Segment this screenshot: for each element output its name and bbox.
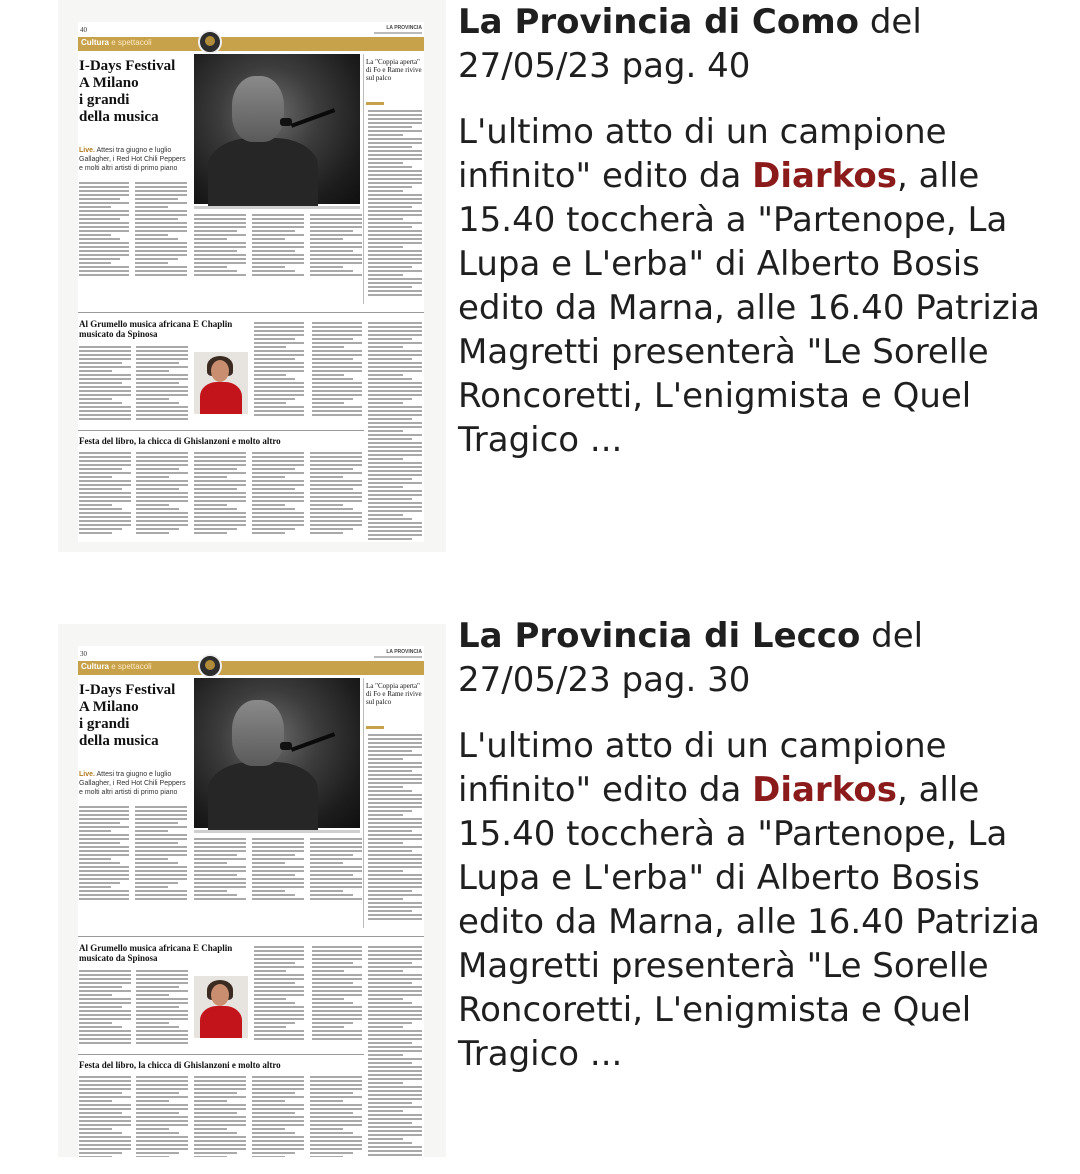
masthead-date-line [374,32,422,34]
concert-singer-photo [194,678,360,828]
article-body-column [79,1076,131,1157]
article-body-column [136,1076,188,1157]
source-line[interactable] [458,0,1058,88]
article-body-column [252,838,304,902]
sub-article-headline: Al Grumello musica africana E Chaplin musicato da Spinosa [79,319,233,339]
masthead-date-line [374,656,422,658]
newspaper-name: La Provincia di Lecco [458,616,861,656]
article-body-column [252,1076,304,1157]
article-body-column [79,452,131,536]
article-body-column [310,214,362,278]
entry-details [458,0,1058,462]
singer-portrait-photo [194,352,248,414]
date-page: del 27/05/23 pag. 30 [458,616,924,700]
article-body-column [136,452,188,536]
newspaper-page-thumbnail[interactable] [58,0,446,552]
newspaper-page [78,646,424,1157]
article-lead: Live. Attesi tra giugno e luglio Gallagher, i Red Hot Chili Peppers e molti altri artisti di primo piano [79,147,186,172]
article-body-column [194,1076,246,1157]
article-body-column [194,452,246,536]
concert-singer-photo [194,54,360,204]
article-body-column [135,182,187,278]
article-excerpt: L'ultimo atto di un campione infinito" edito da Diarkos, alle 15.40 toccherà a "Partenope, La Lupa e L'erba" di Alberto Bosis edito da Marna, alle 16.40 Patrizia Magretti presenterà "Le Sorelle Roncoretti, L'enigmista e Quel Tragico ... [458,726,1040,1074]
column-divider [363,678,364,928]
article-body-column [312,322,362,418]
article-body-column [310,452,362,536]
article-headline: I-Days Festival A Milano i grandi della musica [79,58,176,125]
section-emblem-icon [198,30,222,54]
press-entry-como[interactable] [0,0,1080,560]
sidebar-body [368,734,422,922]
highlight-keyword: Diarkos [752,770,897,810]
article-body-column [79,806,129,902]
article-body-column [79,970,131,1046]
press-entry-lecco[interactable] [0,614,1080,1174]
section-bar [78,661,424,675]
sidebar-body [368,110,422,298]
article-body-column [79,346,131,422]
newspaper-page-thumbnail[interactable] [58,624,446,1157]
section-divider [78,312,424,313]
article-body-column [136,346,188,422]
date-page: del 27/05/23 pag. 40 [458,2,922,86]
article-body-column [252,214,304,278]
photo-caption [194,830,360,833]
section-emblem-icon [198,654,222,678]
article-excerpt: L'ultimo atto di un campione infinito" edito da Diarkos, alle 15.40 toccherà a "Partenope, La Lupa e L'erba" di Alberto Bosis edito da Marna, alle 16.40 Patrizia Magretti presenterà "Le Sorelle Roncoretti, L'enigmista e Quel Tragico ... [458,112,1040,460]
newspaper-page [78,22,424,542]
section-divider [78,1054,364,1055]
section-divider [78,430,364,431]
source-line[interactable] [458,614,1058,702]
article-body-column [254,322,304,418]
masthead: LA PROVINCIA [386,25,422,31]
sub-article-headline: Festa del libro, la chicca di Ghislanzoni e molto altro [79,1060,281,1070]
article-body-column [252,452,304,536]
section-bar [78,37,424,51]
section-label: Cultura e spettacoli [81,662,152,671]
sub-article-headline: Festa del libro, la chicca di Ghislanzoni e molto altro [79,436,281,446]
article-body-column [136,970,188,1046]
article-body-column [135,806,187,902]
sub-article-headline: Al Grumello musica africana E Chaplin musicato da Spinosa [79,943,233,963]
section-label: Cultura e spettacoli [81,38,152,47]
article-body-column [310,1076,362,1157]
article-headline: I-Days Festival A Milano i grandi della musica [79,682,176,749]
article-body-column [368,946,422,1157]
photo-caption [194,206,360,209]
entry-details [458,614,1058,1076]
page-number: 40 [80,26,87,34]
article-body-column [194,838,246,902]
singer-portrait-photo [194,976,248,1038]
column-divider [363,54,364,304]
sidebar-headline: La "Coppia aperta" di Fo e Rame rivive sul palco [366,58,422,82]
article-body-column [368,322,422,542]
page-number: 30 [80,650,87,658]
article-body-column [312,946,362,1042]
newspaper-name: La Provincia di Como [458,2,860,42]
masthead: LA PROVINCIA [386,649,422,655]
sidebar-kicker [366,102,384,105]
article-body-column [79,182,129,278]
sidebar-kicker [366,726,384,729]
section-divider [78,936,424,937]
article-body-column [194,214,246,278]
article-body-column [254,946,304,1042]
article-body-column [310,838,362,902]
highlight-keyword: Diarkos [752,156,897,196]
article-lead: Live. Attesi tra giugno e luglio Gallagher, i Red Hot Chili Peppers e molti altri artisti di primo piano [79,771,186,796]
sidebar-headline: La "Coppia aperta" di Fo e Rame rivive sul palco [366,682,422,706]
